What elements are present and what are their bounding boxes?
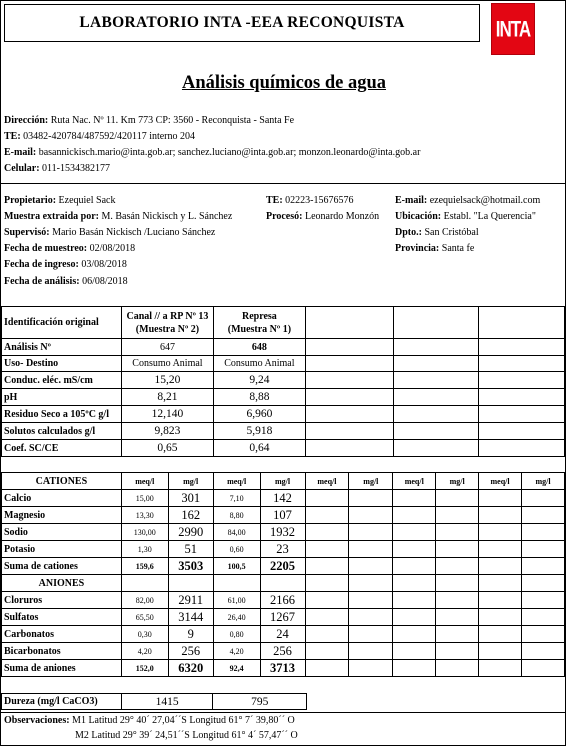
- empty-cell: [305, 372, 393, 389]
- sample2-mg: 2166: [260, 592, 305, 609]
- sample1-id: [121, 307, 213, 339]
- fecha-ingreso-line: [4, 259, 127, 270]
- email-line: [4, 147, 420, 158]
- sum-label: Suma de cationes: [2, 558, 122, 575]
- empty-cell: [393, 356, 479, 372]
- inta-logo-text: INTA: [495, 17, 531, 42]
- solutos-label: Solutos calculados g/l: [2, 423, 122, 440]
- sample1-meq: 82,00: [121, 592, 168, 609]
- empty-cell: [168, 575, 213, 592]
- empty-cell: [393, 389, 479, 406]
- dpto-line: [395, 227, 479, 238]
- sample2-mg: 1932: [260, 524, 305, 541]
- empty-cell: [436, 558, 479, 575]
- empty-cell: [305, 541, 349, 558]
- meq-header: meq/l: [393, 473, 436, 490]
- empty-cell: [213, 575, 260, 592]
- sample-table: [1, 306, 565, 457]
- empty-cell: [305, 423, 393, 440]
- empty-cell: [479, 423, 565, 440]
- empty-cell: [121, 575, 168, 592]
- table-row: [2, 473, 565, 490]
- sample2-meq: 61,00: [213, 592, 260, 609]
- conduc-label: Conduc. eléc. mS/cm: [2, 372, 122, 389]
- empty-cell: [349, 524, 393, 541]
- mg-header: mg/l: [436, 473, 479, 490]
- sample2-mg: 2205: [260, 558, 305, 575]
- empty-cell: [305, 490, 349, 507]
- empty-cell: [393, 524, 436, 541]
- empty-cell: [393, 490, 436, 507]
- empty-cell: [305, 609, 349, 626]
- empty-cell: [436, 507, 479, 524]
- mg-header: mg/l: [349, 473, 393, 490]
- celular-value: 011-1534382177: [42, 163, 111, 174]
- empty-cell: [349, 490, 393, 507]
- empty-cell: [305, 524, 349, 541]
- empty-cell: [393, 592, 436, 609]
- sample2-meq: 4,20: [213, 643, 260, 660]
- sample1-id-line2: (Muestra Nº 2): [135, 323, 200, 335]
- muestra-value: M. Basán Nickisch y L. Sánchez: [101, 211, 233, 222]
- meq-header: meq/l: [213, 473, 260, 490]
- sample1-mg: 3503: [168, 558, 213, 575]
- propietario-line: [4, 195, 115, 206]
- empty-cell: [305, 356, 393, 372]
- sample1-id-line1: Canal // a RP Nº 13: [126, 310, 209, 322]
- owner-te-label: TE:: [266, 195, 283, 206]
- sample2-meq: 7,10: [213, 490, 260, 507]
- sample2-mg: 24: [260, 626, 305, 643]
- observaciones-m1: M1 Latitud 29° 40´ 27,04´´S Longitud 61° 7´ 39,80´´ O: [72, 715, 295, 726]
- mg-header: mg/l: [168, 473, 213, 490]
- empty-cell: [436, 575, 479, 592]
- empty-cell: [349, 575, 393, 592]
- empty-cell: [479, 389, 565, 406]
- empty-cell: [479, 626, 522, 643]
- sample2-meq: 0,60: [213, 541, 260, 558]
- empty-cell: [436, 643, 479, 660]
- sample2-meq: 100,5: [213, 558, 260, 575]
- table-row: [2, 575, 565, 592]
- table-row: [2, 694, 307, 710]
- owner-te-value: 02223-15676576: [285, 195, 354, 206]
- sample1-conduc: 15,20: [121, 372, 213, 389]
- table-row: [2, 626, 565, 643]
- propietario-value: Ezequiel Sack: [58, 195, 116, 206]
- fecha-muestreo-value: 02/08/2018: [89, 243, 136, 254]
- direccion-label: Dirección:: [4, 115, 49, 126]
- empty-cell: [522, 626, 565, 643]
- sample1-meq: 152,0: [121, 660, 168, 677]
- empty-cell: [393, 643, 436, 660]
- sample1-meq: 1,30: [121, 541, 168, 558]
- empty-cell: [479, 372, 565, 389]
- empty-cell: [260, 575, 305, 592]
- table-row: [2, 307, 565, 339]
- table-row: [2, 339, 565, 356]
- sample2-mg: 23: [260, 541, 305, 558]
- owner-email-value: ezequielsack@hotmail.com: [429, 195, 541, 206]
- owner-email-label: E-mail:: [395, 195, 428, 206]
- empty-cell: [522, 575, 565, 592]
- sample1-meq: 0,30: [121, 626, 168, 643]
- fecha-analisis-label: Fecha de análisis:: [4, 276, 80, 287]
- analisis-label: Análisis Nº: [2, 339, 122, 356]
- empty-cell: [349, 626, 393, 643]
- empty-cell: [393, 339, 479, 356]
- empty-cell: [305, 406, 393, 423]
- sample1-coef: 0,65: [121, 440, 213, 457]
- fecha-ingreso-label: Fecha de ingreso:: [4, 259, 79, 270]
- coef-label: Coef. SC/CE: [2, 440, 122, 457]
- ubicacion-label: Ubicación:: [395, 211, 442, 222]
- te-value: 03482-420784/487592/420117 interno 204: [23, 131, 196, 142]
- te-label: TE:: [4, 131, 21, 142]
- empty-cell: [393, 507, 436, 524]
- empty-cell: [522, 660, 565, 677]
- empty-cell: [393, 575, 436, 592]
- empty-cell: [393, 307, 479, 339]
- empty-cell: [305, 389, 393, 406]
- email-value: basannickisch.mario@inta.gob.ar; sanchez.luciano@inta.gob.ar; monzon.leonardo@inta.gob.ar: [38, 147, 421, 158]
- table-row: [2, 389, 565, 406]
- fecha-muestreo-line: [4, 243, 135, 254]
- meq-header: meq/l: [305, 473, 349, 490]
- sample1-mg: 51: [168, 541, 213, 558]
- empty-cell: [522, 609, 565, 626]
- empty-cell: [349, 558, 393, 575]
- muestra-line: [4, 211, 232, 222]
- sample2-coef: 0,64: [213, 440, 305, 457]
- sample1-mg: 2990: [168, 524, 213, 541]
- uso-label: Uso- Destino: [2, 356, 122, 372]
- table-row: [2, 592, 565, 609]
- proceso-line: [266, 211, 379, 222]
- dpto-value: San Cristóbal: [424, 227, 479, 238]
- sample2-id-line2: (Muestra Nº 1): [227, 323, 292, 335]
- proceso-value: Leonardo Monzón: [304, 211, 380, 222]
- divider: [1, 712, 565, 713]
- empty-cell: [522, 643, 565, 660]
- empty-cell: [393, 558, 436, 575]
- sample2-meq: 0,80: [213, 626, 260, 643]
- empty-cell: [349, 660, 393, 677]
- sample1-meq: 130,00: [121, 524, 168, 541]
- empty-cell: [436, 592, 479, 609]
- observaciones-label: Observaciones:: [4, 715, 70, 726]
- empty-cell: [479, 440, 565, 457]
- table-row: [2, 541, 565, 558]
- empty-cell: [436, 490, 479, 507]
- sample2-conduc: 9,24: [213, 372, 305, 389]
- aniones-header: ANIONES: [2, 575, 122, 592]
- ph-label: pH: [2, 389, 122, 406]
- empty-cell: [479, 541, 522, 558]
- empty-cell: [479, 339, 565, 356]
- empty-cell: [305, 643, 349, 660]
- empty-cell: [305, 440, 393, 457]
- table-row: [2, 524, 565, 541]
- empty-cell: [522, 507, 565, 524]
- table-row: [2, 558, 565, 575]
- celular-label: Celular:: [4, 163, 40, 174]
- document-title: Análisis químicos de agua: [181, 73, 387, 93]
- sample1-mg: 301: [168, 490, 213, 507]
- sample2-residuo: 6,960: [213, 406, 305, 423]
- empty-cell: [479, 406, 565, 423]
- empty-cell: [393, 660, 436, 677]
- empty-cell: [393, 626, 436, 643]
- sample1-ph: 8,21: [121, 389, 213, 406]
- sample1-meq: 159,6: [121, 558, 168, 575]
- empty-cell: [436, 541, 479, 558]
- fecha-analisis-line: [4, 276, 128, 287]
- cationes-header: CATIONES: [2, 473, 122, 490]
- sample1-uso: Consumo Animal: [121, 356, 213, 372]
- empty-cell: [522, 524, 565, 541]
- dpto-label: Dpto.:: [395, 227, 422, 238]
- empty-cell: [479, 660, 522, 677]
- empty-cell: [305, 339, 393, 356]
- sample2-ph: 8,88: [213, 389, 305, 406]
- ion-name: Potasio: [2, 541, 122, 558]
- sample2-meq: 84,00: [213, 524, 260, 541]
- sample1-mg: 162: [168, 507, 213, 524]
- empty-cell: [305, 307, 393, 339]
- empty-cell: [522, 490, 565, 507]
- mg-header: mg/l: [522, 473, 565, 490]
- empty-cell: [349, 541, 393, 558]
- provincia-value: Santa fe: [441, 243, 475, 254]
- sample2-mg: 1267: [260, 609, 305, 626]
- meq-header: meq/l: [121, 473, 168, 490]
- empty-cell: [349, 592, 393, 609]
- observaciones-line1: [4, 715, 295, 726]
- empty-cell: [436, 626, 479, 643]
- empty-cell: [393, 541, 436, 558]
- provincia-line: [395, 243, 474, 254]
- sample1-mg: 9: [168, 626, 213, 643]
- sample1-mg: 3144: [168, 609, 213, 626]
- empty-cell: [393, 406, 479, 423]
- sample1-meq: 65,50: [121, 609, 168, 626]
- table-row: [2, 423, 565, 440]
- table-row: [2, 609, 565, 626]
- empty-cell: [522, 541, 565, 558]
- meq-header: meq/l: [479, 473, 522, 490]
- ions-table: [1, 472, 565, 677]
- table-row: [2, 490, 565, 507]
- sample2-meq: 8,80: [213, 507, 260, 524]
- sample1-solutos: 9,823: [121, 423, 213, 440]
- empty-cell: [479, 575, 522, 592]
- empty-cell: [349, 507, 393, 524]
- empty-cell: [393, 609, 436, 626]
- sample2-mg: 3713: [260, 660, 305, 677]
- dureza-label: Dureza (mg/l CaCO3): [2, 694, 122, 710]
- table-row: [2, 440, 565, 457]
- provincia-label: Provincia:: [395, 243, 440, 254]
- muestra-label: Muestra extraida por:: [4, 211, 99, 222]
- table-row: [2, 372, 565, 389]
- superviso-label: Supervisó:: [4, 227, 50, 238]
- empty-cell: [349, 643, 393, 660]
- sample1-meq: 13,30: [121, 507, 168, 524]
- empty-cell: [436, 609, 479, 626]
- table-row: [2, 660, 565, 677]
- empty-cell: [393, 423, 479, 440]
- propietario-label: Propietario:: [4, 195, 57, 206]
- ubicacion-line: [395, 211, 536, 222]
- empty-cell: [305, 592, 349, 609]
- sample1-mg: 2911: [168, 592, 213, 609]
- fecha-ingreso-value: 03/08/2018: [81, 259, 127, 270]
- inta-logo: [491, 3, 535, 55]
- ions-body: [2, 473, 565, 677]
- observaciones-line2: M2 Latitud 29° 39´ 24,51´´S Longitud 61° 4´ 57,47´´ O: [75, 730, 298, 741]
- empty-cell: [436, 660, 479, 677]
- sum-label: Suma de aniones: [2, 660, 122, 677]
- divider: [1, 183, 565, 184]
- empty-cell: [479, 609, 522, 626]
- empty-cell: [479, 592, 522, 609]
- superviso-line: [4, 227, 215, 238]
- owner-te-line: [266, 195, 354, 206]
- sample2-uso: Consumo Animal: [213, 356, 305, 372]
- fecha-analisis-value: 06/08/2018: [82, 276, 128, 287]
- fecha-muestreo-label: Fecha de muestreo:: [4, 243, 88, 254]
- sample2-mg: 142: [260, 490, 305, 507]
- ion-name: Sodio: [2, 524, 122, 541]
- empty-cell: [479, 307, 565, 339]
- sample2-meq: 26,40: [213, 609, 260, 626]
- empty-cell: [479, 643, 522, 660]
- dureza-sample1: 1415: [121, 694, 213, 710]
- table-row: [2, 507, 565, 524]
- email-label: E-mail:: [4, 147, 37, 158]
- empty-cell: [479, 507, 522, 524]
- empty-cell: [436, 524, 479, 541]
- empty-cell: [479, 558, 522, 575]
- ion-name: Magnesio: [2, 507, 122, 524]
- empty-cell: [479, 356, 565, 372]
- direccion-value: Ruta Nac. Nº 11. Km 773 CP: 3560 - Reconquista - Santa Fe: [50, 115, 295, 126]
- sample1-analisis: 647: [121, 339, 213, 356]
- ion-name: Bicarbonatos: [2, 643, 122, 660]
- te-line: [4, 131, 195, 142]
- superviso-value: Mario Basán Nickisch /Luciano Sánchez: [52, 227, 216, 238]
- table-row: [2, 406, 565, 423]
- empty-cell: [393, 372, 479, 389]
- ubicacion-value: Establ. "La Querencia": [443, 211, 536, 222]
- empty-cell: [522, 592, 565, 609]
- sample2-meq: 92,4: [213, 660, 260, 677]
- ion-name: Cloruros: [2, 592, 122, 609]
- table-row: [2, 356, 565, 372]
- proceso-label: Procesó:: [266, 211, 303, 222]
- ion-name: Carbonatos: [2, 626, 122, 643]
- table-row: [2, 643, 565, 660]
- sample2-mg: 256: [260, 643, 305, 660]
- lab-title: LABORATORIO INTA -EEA RECONQUISTA: [4, 4, 480, 42]
- dureza-sample2: 795: [213, 694, 307, 710]
- empty-cell: [393, 440, 479, 457]
- celular-line: [4, 163, 110, 174]
- empty-cell: [305, 558, 349, 575]
- ion-name: Sulfatos: [2, 609, 122, 626]
- direccion-line: [4, 115, 294, 126]
- sample1-mg: 256: [168, 643, 213, 660]
- empty-cell: [349, 609, 393, 626]
- sample2-id-line1: Represa: [241, 310, 277, 322]
- sample2-id: [213, 307, 305, 339]
- empty-cell: [522, 558, 565, 575]
- empty-cell: [305, 507, 349, 524]
- residuo-label: Residuo Seco a 105ºC g/l: [2, 406, 122, 423]
- empty-cell: [479, 490, 522, 507]
- sample1-meq: 15,00: [121, 490, 168, 507]
- empty-cell: [305, 660, 349, 677]
- ion-name: Calcio: [2, 490, 122, 507]
- mg-header: mg/l: [260, 473, 305, 490]
- sample1-meq: 4,20: [121, 643, 168, 660]
- sample1-residuo: 12,140: [121, 406, 213, 423]
- empty-cell: [305, 626, 349, 643]
- dureza-table: [1, 693, 307, 710]
- sample2-solutos: 5,918: [213, 423, 305, 440]
- sample1-mg: 6320: [168, 660, 213, 677]
- sample2-analisis: 648: [213, 339, 305, 356]
- owner-email-line: [395, 195, 540, 206]
- empty-cell: [479, 524, 522, 541]
- id-label: Identificación original: [2, 307, 122, 339]
- empty-cell: [305, 575, 349, 592]
- sample2-mg: 107: [260, 507, 305, 524]
